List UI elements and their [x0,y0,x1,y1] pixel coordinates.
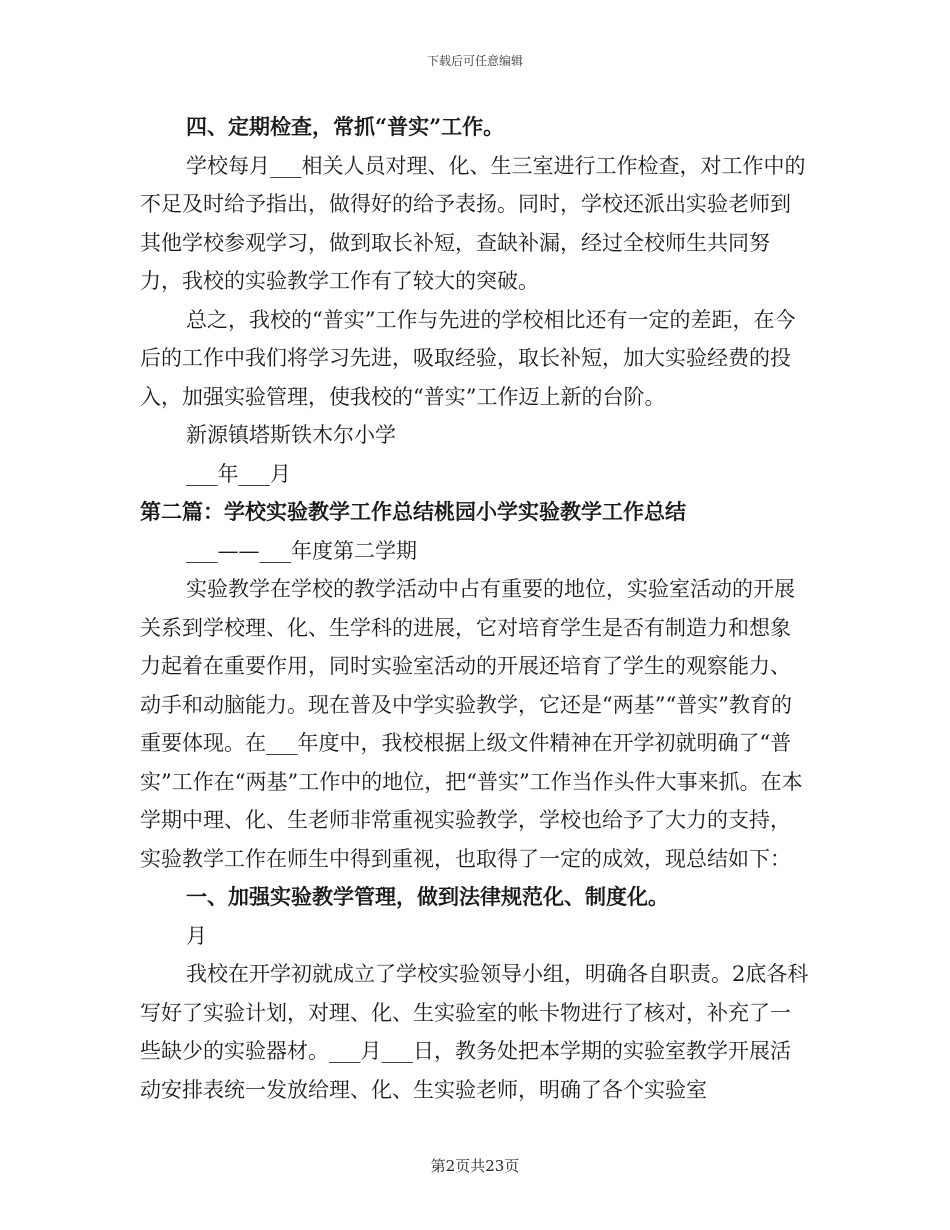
paragraph-inspection: 学校每月___相关人员对理、化、生三室进行工作检查，对工作中的不足及时给予指出，做得好的给予表扬。同时，学校还派出实验老师到其他学校参观学习，做到取长补短，查缺补漏，经过全校师生共同努力，我校的实验教学工作有了较大的突破。 [140,153,806,293]
semester-line: ___——___年度第二学期 [186,538,417,563]
section-heading-4: 四、定期检查，常抓“普实”工作。 [186,114,505,139]
paragraph-intro: 实验教学在学校的教学活动中占有重要的地位，实验室活动的开展关系到学校理、化、生学科的进展，它对培育学生是否有制造力和想象力起着在重要作用，同时实验室活动的开展还培育了学生的观察能力、动手和动脑能力。现在普及中学实验教学，它还是“两基”“普实”教育的重要体现。在___年度中，我校根据上级文件精神在开学初就明确了“普实”工作在“两基”工作中的地位，把“普实”工作当作头件大事来抓。在本学期中理、化、生老师非常重视实验教学，学校也给予了大力的支持，实验教学工作在师生中得到重视，也取得了一定的成效，现总结如下： [140,577,803,871]
page-header: 下载后可任意编辑 [426,54,523,68]
date-line: ___年___月 [186,461,291,486]
paragraph-management: 我校在开学初就成立了学校实验领导小组，明确各自职责。2底各科写好了实验计划，对理、化、生实验室的帐卡物进行了核对，补充了一些缺少的实验器材。___月___日，教务处把本学期的实验室教学开展活动安排表统一发放给理、化、生实验老师，明确了各个实验室 [140,962,809,1102]
school-signature: 新源镇塔斯铁木尔小学 [186,423,396,447]
paragraph-summary: 总之，我校的“普实”工作与先进的学校相比还有一定的差距，在今后的工作中我们将学习先进，吸取经验，取长补短，加大实验经费的投入，加强实验管理，使我校的“普实”工作迈上新的台阶。 [140,307,796,409]
document-body [140,108,810,1109]
page-footer: 第2页共23页 [430,1157,520,1175]
month-line: 月 [186,923,207,948]
section-heading-1: 一、加强实验教学管理，做到法律规范化、制度化。 [186,884,669,909]
chapter-title: 第二篇：学校实验教学工作总结桃园小学实验教学工作总结 [140,499,686,524]
